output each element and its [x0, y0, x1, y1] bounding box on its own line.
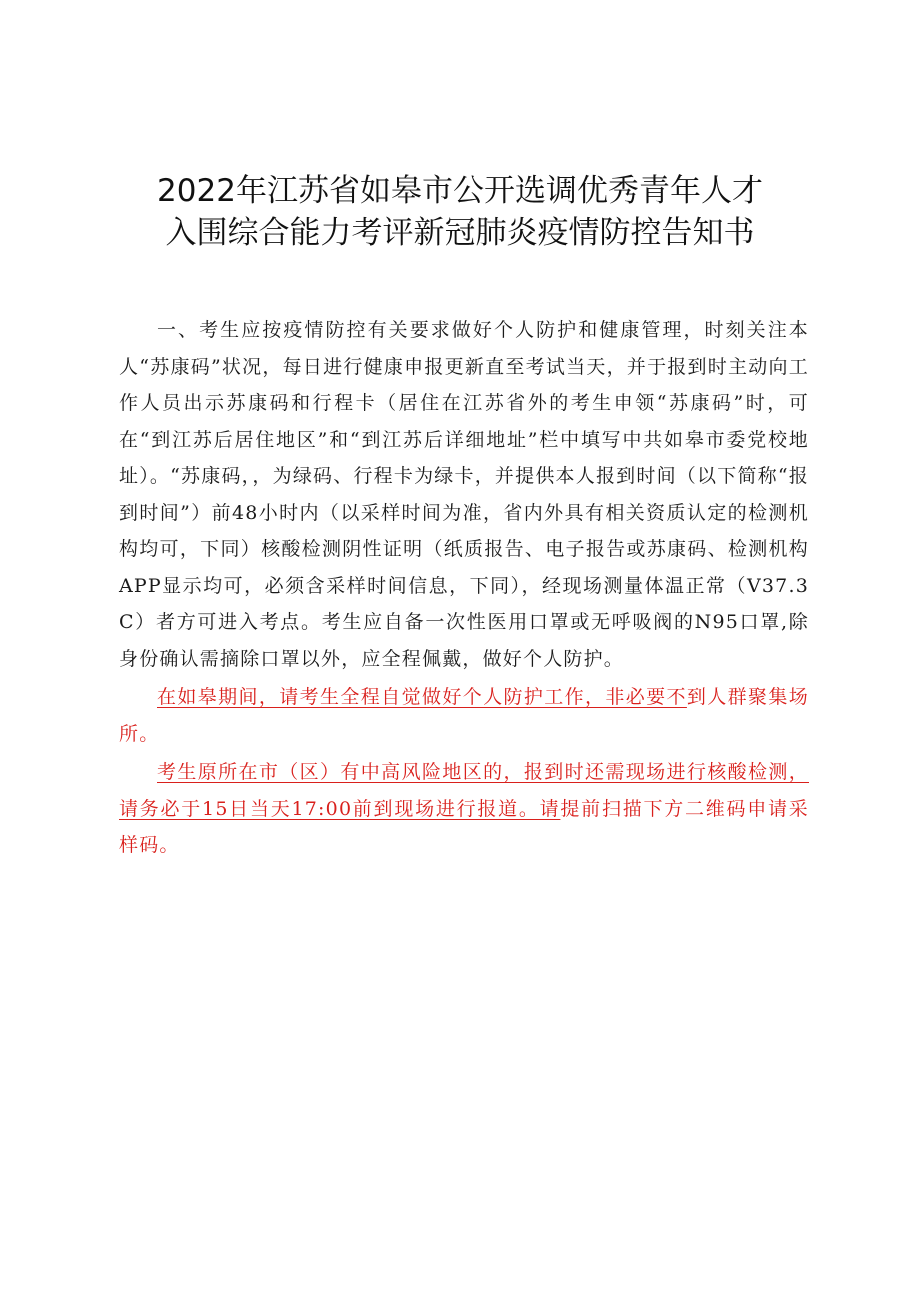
paragraph-3-underlined-text: 考生原所在市（区）有中高风险地区的，报到时还需现场进行核酸检测，请务必于15日当天17:00前到现场进行报道。请 [119, 761, 809, 820]
title-line-2: 入围综合能力考评新冠肺炎疫情防控告知书 [165, 215, 755, 251]
document-body [119, 312, 809, 864]
paragraph-3 [119, 754, 809, 864]
paragraph-2 [119, 679, 809, 752]
paragraph-1: 一、考生应按疫情防控有关要求做好个人防护和健康管理，时刻关注本人“苏康码”状况，每日进行健康申报更新直至考试当天，并于报到时主动向工作人员出示苏康码和行程卡（居住在江苏省外的考生申领“苏康码”时，可在“到江苏后居住地区”和“到江苏后详细地址”栏中填写中共如皋市委党校地址）。“苏康码，，为绿码、行程卡为绿卡，并提供本人报到时间（以下简称“报到时间”）前48小时内（以采样时间为准，省内外具有相关资质认定的检测机构均可，下同）核酸检测阴性证明（纸质报告、电子报告或苏康码、检测机构APP显示均可，必须含采样时间信息，下同），经现场测量体温正常（V37.3C）者方可进入考点。考生应自备一次性医用口罩或无呼吸阀的N95口罩,除身份确认需摘除口罩以外，应全程佩戴，做好个人防护。 [119, 319, 809, 670]
title-line-1: 2022年江苏省如皋市公开选调优秀青年人才 [157, 173, 763, 209]
paragraph-2-underlined-text: 在如皋期间，请考生全程自觉做好个人防护工作，非必要不 [157, 686, 687, 708]
paragraph-2-text: 到人群聚集场所。 [119, 686, 810, 745]
paragraph-3-text: 提前扫描下方二维码申请采样码。 [119, 797, 810, 856]
document-title [110, 170, 810, 254]
